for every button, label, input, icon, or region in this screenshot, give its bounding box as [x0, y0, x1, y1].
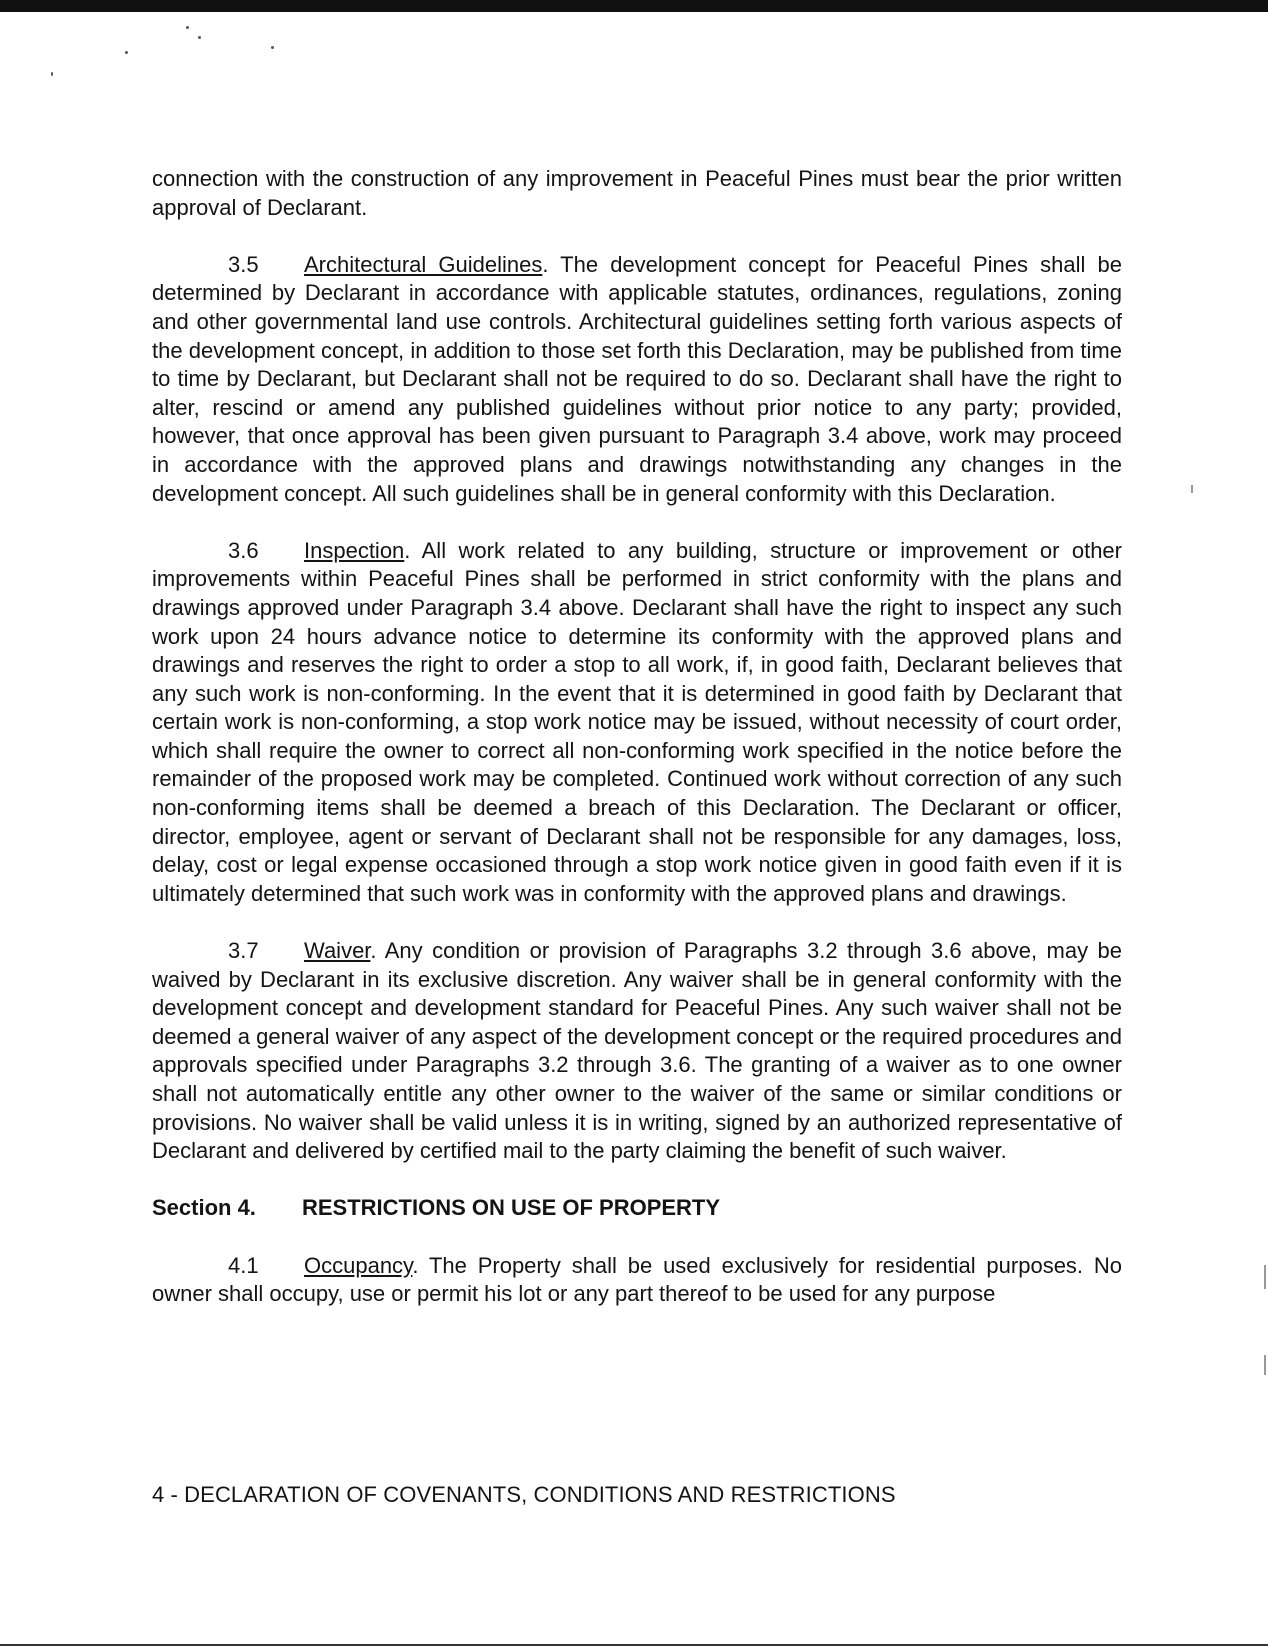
- paragraph-text: . The Property shall be used exclusively for residential purposes. No owner shall occupy, use or permit his lot or any part thereof to be used for any purpose: [152, 1252, 1122, 1307]
- scan-edge-mark: [1264, 1265, 1266, 1289]
- carryover-paragraph: connection with the construction of any improvement in Peaceful Pines must bear the prior written approval of Declarant.: [152, 166, 1122, 220]
- scan-edge-mark: [1264, 1355, 1266, 1375]
- paragraph-4-1: [152, 1252, 1122, 1309]
- scan-bottom-border: [0, 1644, 1268, 1646]
- paragraph-text: . The development concept for Peaceful Pines shall be determined by Declarant in accordance with applicable statutes, ordinances, regulations, zoning and other governmental land use controls. Architectural guidelines setting forth various aspects of the development concept, in addition to those set forth this Declaration, may be published from time to time by Declarant, but Declarant shall not be required to do so. Declarant shall have the right to alter, rescind or amend any published guidelines without prior notice to any party; provided, however, that once approval has been given pursuant to Paragraph 3.4 above, work may proceed in accordance with the approved plans and drawings notwithstanding any changes in the development concept. All such guidelines shall be in general conformity with this Declaration.: [152, 251, 1122, 506]
- section-title: RESTRICTIONS ON USE OF PROPERTY: [302, 1195, 721, 1221]
- paragraph-text: . All work related to any building, structure or improvement or other improvements within Peaceful Pines shall be performed in strict conformity with the plans and drawings approved under Paragraph 3.4 above. Declarant shall have the right to inspect any such work upon 24 hours advance notice to determine its conformity with the approved plans and drawings and reserves the right to order a stop to all work, if, in good faith, Declarant believes that any such work is non-conforming. In the event that it is determined in good faith by Declarant that certain work is non-conforming, a stop work notice may be issued, without necessity of court order, which shall require the owner to correct all non-conforming work specified in the notice before the remainder of the proposed work may be completed. Continued work without correction of any such non-conforming items shall be deemed a breach of this Declaration. The Declarant or officer, director, employee, agent or servant of Declarant shall not be responsible for any damages, loss, delay, cost or legal expense occasioned through a stop work notice given in good faith even if it is ultimately determined that such work was in conformity with the approved plans and drawings.: [152, 537, 1122, 906]
- scan-edge-mark: [1191, 485, 1193, 493]
- paragraph-number: 3.5: [228, 251, 259, 277]
- scan-top-border: [0, 0, 1268, 12]
- scan-speck: [125, 51, 128, 54]
- paragraph-number: 4.1: [228, 1252, 259, 1278]
- paragraph-title: Waiver: [304, 938, 371, 964]
- paragraph-3-5: [152, 251, 1122, 508]
- paragraph-title: Occupancy: [304, 1252, 413, 1278]
- scan-speck: [51, 72, 53, 76]
- scan-speck: [186, 26, 189, 29]
- section-number: Section 4.: [152, 1195, 256, 1221]
- scan-speck: [271, 46, 274, 49]
- scan-speck: [198, 36, 201, 39]
- paragraph-number: 3.7: [228, 938, 259, 964]
- paragraph-title: Architectural Guidelines: [304, 251, 543, 277]
- section-heading: [152, 1194, 1122, 1223]
- paragraph-title: Inspection: [304, 537, 405, 563]
- paragraph-number: 3.6: [228, 537, 259, 563]
- paragraph-3-7: [152, 937, 1122, 1166]
- paragraph-text: . Any condition or provision of Paragraphs 3.2 through 3.6 above, may be waived by Declarant in its exclusive discretion. Any waiver shall be in general conformity with the development concept and development standard for Peaceful Pines. Any such waiver shall not be deemed a general waiver of any aspect of the development concept or the required procedures and approvals specified under Paragraphs 3.2 through 3.6. The granting of a waiver as to one owner shall not automatically entitle any other owner to the waiver of the same or similar conditions or provisions. No waiver shall be valid unless it is in writing, signed by an authorized representative of Declarant and delivered by certified mail to the party claiming the benefit of such waiver.: [152, 938, 1122, 1164]
- page-footer: 4 - DECLARATION OF COVENANTS, CONDITIONS AND RESTRICTIONS: [152, 1482, 896, 1507]
- document-body: [152, 165, 1122, 1337]
- paragraph-3-6: [152, 537, 1122, 909]
